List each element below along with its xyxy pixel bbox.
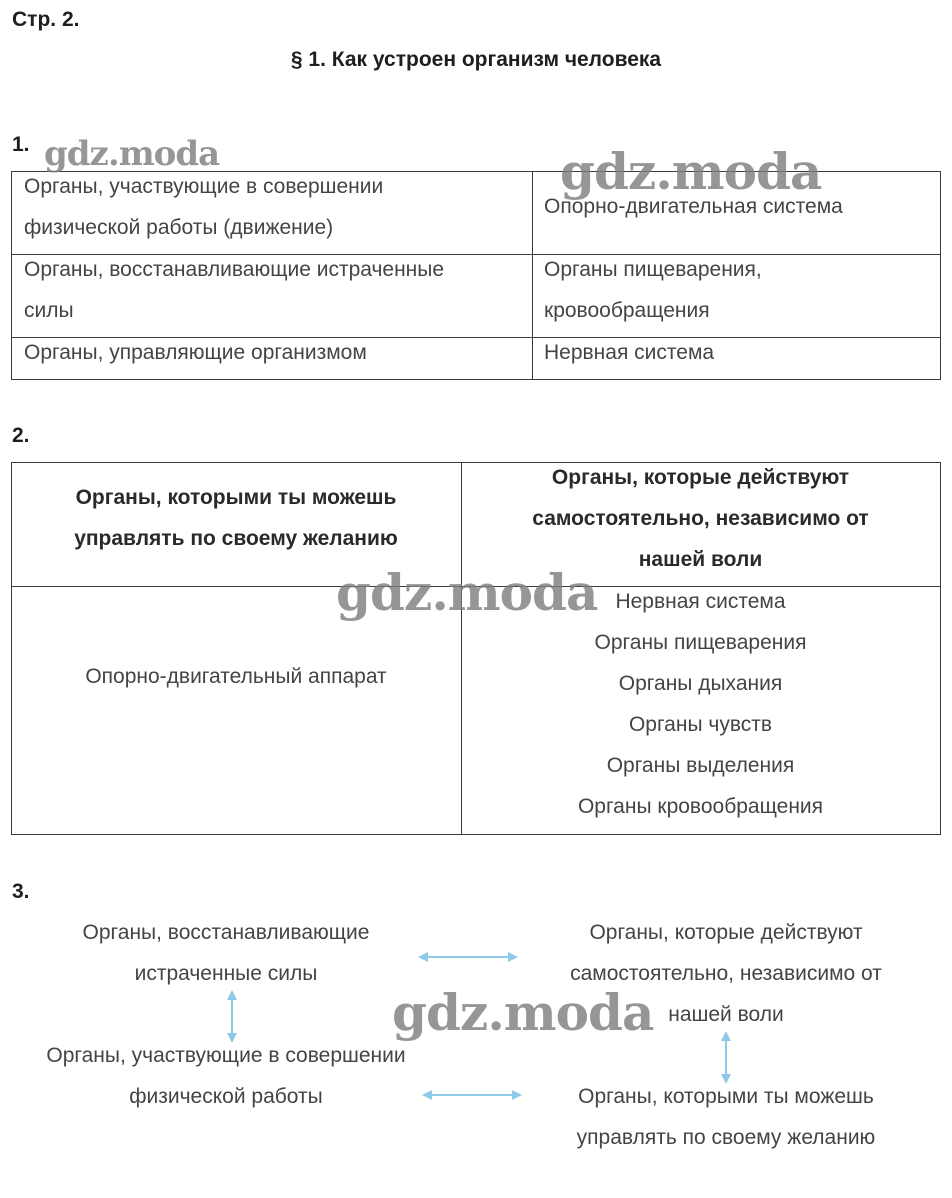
section-title: § 1. Как устроен организм человека [290,48,662,71]
table-cell: Опорно-двигательный аппарат [85,665,387,688]
table-cell: Нервная система Органы пищеварения Органы дыхания Органы чувств Органы выделения Органы кровообращения [577,590,824,818]
watermark-logo: gdz.moda [392,983,654,1042]
table-cell: Органы, участвующие в совершении физической работы (движение) [24,175,384,239]
watermark-logo: gdz.moda [560,142,822,201]
table-header-left: Органы, которыми ты можешь управлять по своему желанию [74,486,398,550]
table-cell: Органы пищеварения, кровообращения [544,258,762,322]
scheme-top-left: Органы, восстанавливающие истраченные силы [82,921,370,985]
table-cell: Опорно-двигательная система [544,195,843,218]
watermark-logo: gdz.moda [336,563,598,622]
page-label: Стр. 2. [12,8,80,31]
watermark-logo: gdz.moda [44,134,220,174]
scheme-top-right: Органы, которые действуют самостоятельно, независимо от нашей воли [570,921,882,1026]
table-header-right: Органы, которые действуют самостоятельно, независимо от нашей воли [532,466,869,571]
task2-number: 2. [12,424,30,447]
task3-number: 3. [12,880,30,903]
task1-number: 1. [12,133,30,156]
table-cell: Органы, управляющие организмом [24,341,367,364]
scheme-bottom-right: Органы, которыми ты можешь управлять по своему желанию [576,1085,876,1149]
table-cell: Органы, восстанавливающие истраченные силы [24,258,445,322]
scheme-bottom-left: Органы, участвующие в совершении физической работы [46,1044,406,1108]
table-cell: Нервная система [544,341,715,364]
